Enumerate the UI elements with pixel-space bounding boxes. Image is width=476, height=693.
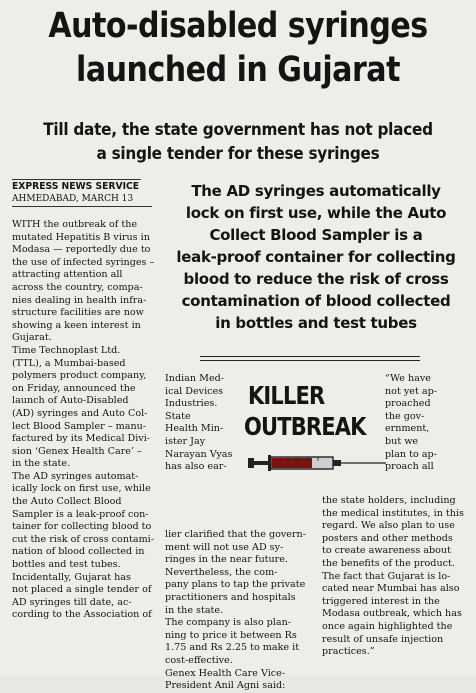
text-line: the gov-: [385, 410, 425, 422]
text-line: proach all: [385, 461, 434, 473]
text-line: Modasa outbreak, which has: [322, 608, 462, 620]
text-line: The company is also plan-: [165, 617, 291, 629]
text-line: Indian Med-: [165, 373, 225, 384]
text-line: the Auto Collect Blood: [12, 496, 122, 508]
text-line: regard. We also plan to use: [322, 520, 455, 532]
headline-line: Auto-disabled syringes: [48, 6, 428, 46]
text-line: showing a keen interest in: [12, 319, 141, 331]
text-line: cost-effective.: [165, 654, 233, 666]
text-line: bottles and test tubes.: [12, 559, 121, 571]
text-line: Nevertheless, the com-: [165, 566, 278, 578]
subheadline: [24, 118, 452, 166]
text-line: the use of infected syringes –: [12, 256, 155, 268]
text-line: structure facilities are now: [12, 307, 144, 319]
text-line: (TTL), a Mumbai-based: [12, 357, 126, 369]
article-column-1: [12, 219, 154, 622]
text-line: attracting attention all: [12, 269, 123, 281]
text-line: Industries.: [165, 398, 218, 410]
text-line: on Friday, announced the: [12, 382, 136, 394]
text-line: ment will not use AD sy-: [165, 541, 284, 553]
text-line: has also ear-: [165, 461, 227, 473]
subhead-line: Till date, the state government has not placed: [43, 120, 433, 140]
headline: [33, 4, 442, 92]
text-line: Health Min-: [165, 423, 224, 435]
graphic-title-killer: KILLER: [248, 381, 325, 410]
text-line: cut the risk of cross contami-: [12, 533, 154, 545]
text-line: factured by its Medical Divi-: [12, 433, 151, 445]
news-service-byline: EXPRESS NEWS SERVICE: [12, 181, 140, 192]
text-line: The fact that Gujarat is lo-: [322, 570, 451, 582]
text-line: across the country, compa-: [12, 281, 143, 293]
article-column-2-top: [165, 373, 247, 474]
pull-quote-rule: [200, 356, 420, 361]
text-line: ernment,: [385, 423, 430, 435]
text-line: sion ‘Genex Health Care’ –: [12, 445, 142, 457]
headline-line: launched in Gujarat: [76, 50, 400, 90]
pull-quote: [164, 180, 468, 334]
text-line: Incidentally, Gujarat has: [12, 571, 131, 583]
text-line: nies dealing in health infra-: [12, 294, 147, 306]
text-line: polymers product company,: [12, 370, 147, 382]
text-line: ically lock on first use, while: [12, 483, 151, 495]
text-line: Narayan Vyas: [165, 448, 233, 460]
text-line: cated near Mumbai has also: [322, 583, 460, 595]
text-line: ister Jay: [165, 435, 206, 447]
text-line: in the state.: [165, 604, 224, 616]
text-line: tainer for collecting blood to: [12, 521, 152, 533]
pull-quote-line: The AD syringes automatically: [191, 182, 441, 200]
text-line: Time Technoplast Ltd.: [12, 344, 121, 356]
text-line: practices.”: [322, 646, 375, 658]
text-line: State: [165, 410, 191, 422]
text-line: ringes in the near future.: [165, 554, 288, 566]
text-line: the state holders, including: [322, 495, 456, 506]
text-line: Gujarat.: [12, 332, 52, 344]
text-line: but we: [385, 435, 419, 447]
syringe-icon: [248, 448, 388, 476]
text-line: once again highlighted the: [322, 620, 453, 632]
article-column-3-top: [385, 373, 469, 474]
text-line: plan to ap-: [385, 448, 437, 460]
dateline: AHMEDABAD, MARCH 13: [12, 194, 152, 207]
text-line: nation of blood collected in: [12, 546, 145, 558]
text-line: proached: [385, 398, 431, 410]
subhead-line: a single tender for these syringes: [96, 144, 380, 164]
pull-quote-line: contamination of blood collected: [181, 292, 451, 310]
text-line: ical Devices: [165, 385, 224, 397]
text-line: pany plans to tap the private: [165, 579, 306, 591]
text-line: “We have: [385, 373, 431, 384]
text-line: in the state.: [12, 458, 71, 470]
article-column-3-bottom: [322, 495, 469, 659]
graphic-title-outbreak: OUTBREAK: [244, 412, 366, 441]
pull-quote-line: Collect Blood Sampler is a: [209, 226, 423, 244]
text-line: 1.75 and Rs 2.25 to make it: [165, 642, 300, 654]
text-line: The AD syringes automat-: [12, 470, 139, 482]
text-line: WITH the outbreak of the: [12, 219, 138, 230]
pull-quote-line: lock on first use, while the Auto: [185, 204, 447, 222]
text-line: the medical institutes, in this: [322, 507, 464, 519]
text-line: lier clarified that the govern-: [165, 529, 306, 540]
pull-quote-line: blood to reduce the risk of cross: [183, 270, 449, 288]
text-line: AD syringes till date, ac-: [12, 596, 132, 608]
text-line: result of unsafe injection: [322, 633, 444, 645]
text-line: Genex Health Care Vice-: [165, 667, 286, 679]
text-line: (AD) syringes and Auto Col-: [12, 407, 148, 419]
article-column-2-bottom: [165, 529, 312, 693]
text-line: Sampler is a leak-proof con-: [12, 508, 149, 520]
text-line: to create awareness about: [322, 545, 451, 557]
text-line: the benefits of the product.: [322, 557, 455, 569]
pull-quote-line: in bottles and test tubes: [215, 314, 417, 332]
text-line: mutated Hepatitis B virus in: [12, 231, 150, 243]
text-line: Modasa — reportedly due to: [12, 244, 151, 256]
text-line: not placed a single tender of: [12, 584, 152, 596]
text-line: triggered interest in the: [322, 595, 440, 607]
text-line: lect Blood Sampler – manu-: [12, 420, 147, 432]
text-line: launch of Auto-Disabled: [12, 395, 129, 407]
text-line: cording to the Association of: [12, 609, 152, 621]
pull-quote-line: leak-proof container for collecting: [176, 248, 456, 266]
text-line: ning to price it between Rs: [165, 629, 297, 641]
text-line: posters and other methods: [322, 532, 453, 544]
text-line: not yet ap-: [385, 385, 437, 397]
text-line: President Anil Agni said:: [165, 680, 286, 692]
text-line: practitioners and hospitals: [165, 591, 296, 603]
